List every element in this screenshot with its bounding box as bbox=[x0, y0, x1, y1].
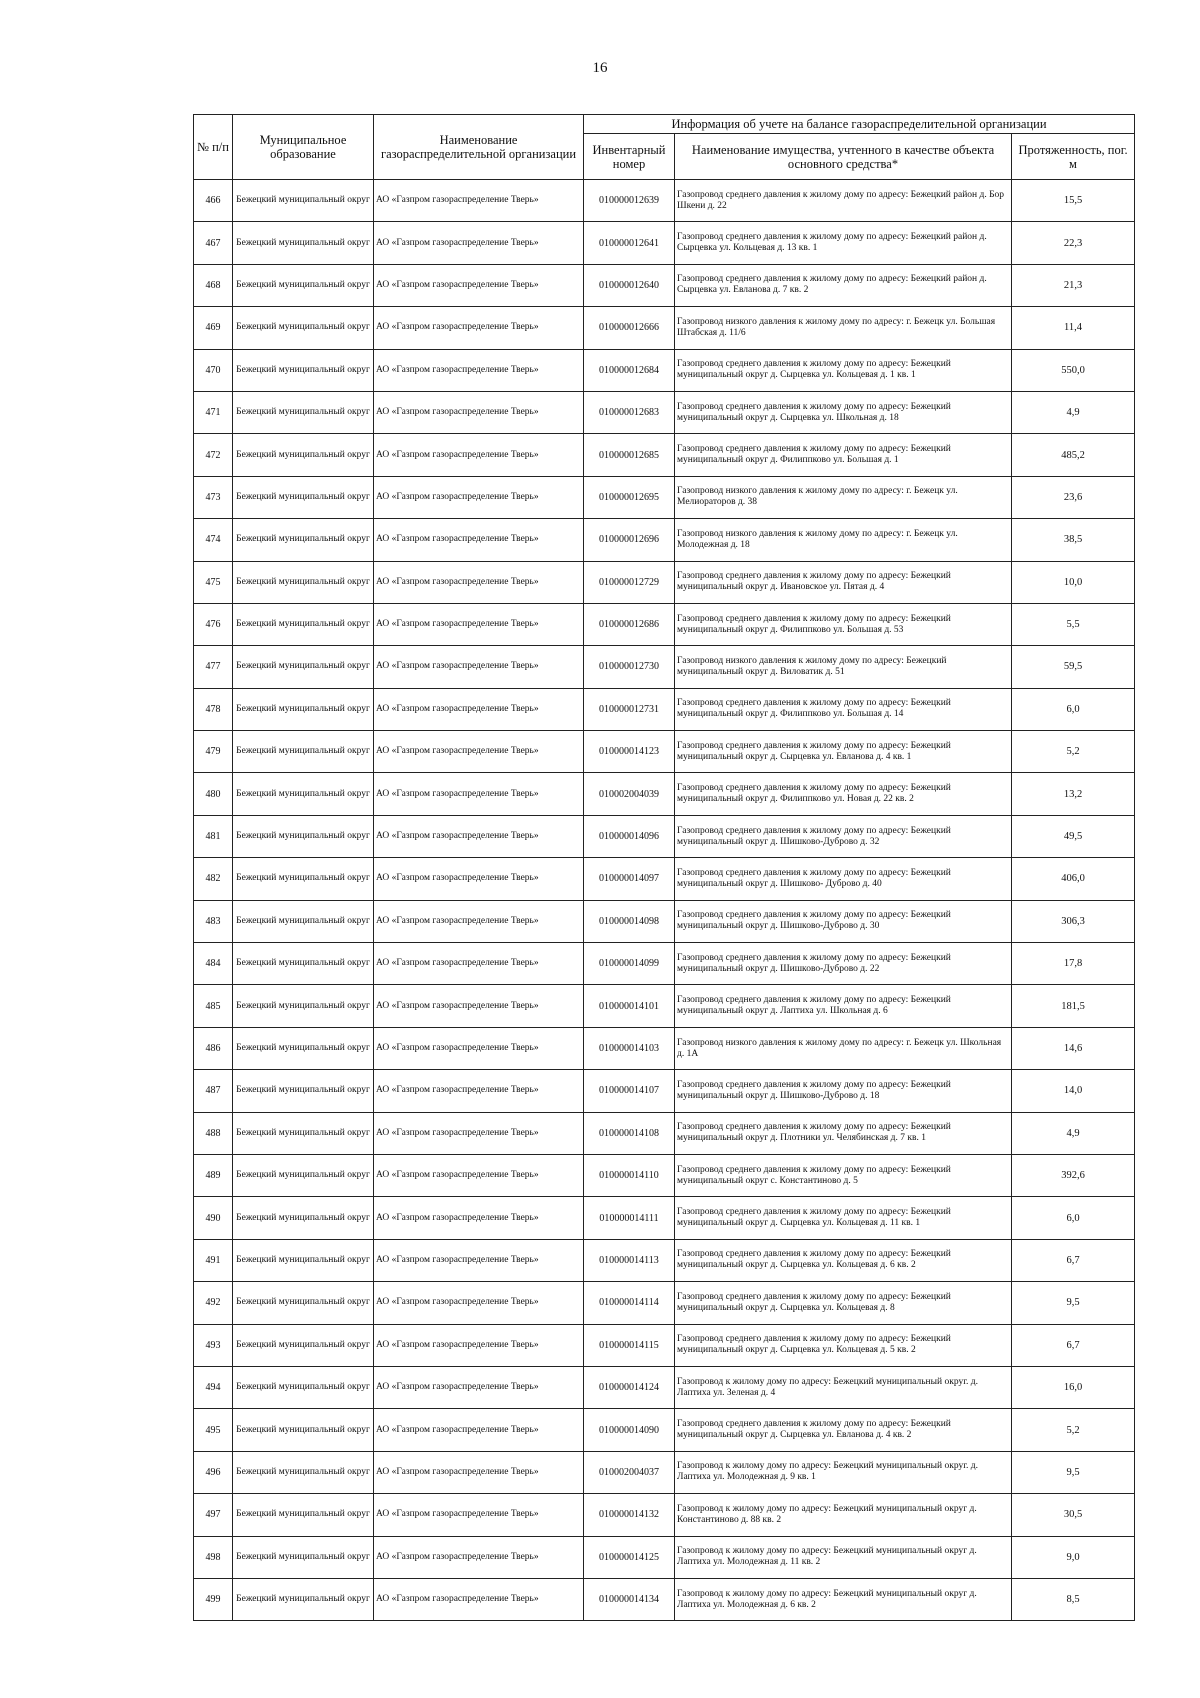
row-number: 496 bbox=[194, 1451, 233, 1493]
table-row bbox=[194, 561, 1135, 603]
municipality-cell: Бежецкий муниципальный округ bbox=[233, 1239, 374, 1281]
property-name-cell: Газопровод среднего давления к жилому дому по адресу: Бежецкий муниципальный округ д. Лаптиха ул. Школьная д. 6 bbox=[675, 985, 1012, 1027]
property-name-cell: Газопровод среднего давления к жилому дому по адресу: Бежецкий муниципальный округ д. Сырцевка ул. Школьная д. 18 bbox=[675, 391, 1012, 433]
organization-cell: АО «Газпром газораспределение Тверь» bbox=[374, 1112, 584, 1154]
municipality-cell: Бежецкий муниципальный округ bbox=[233, 985, 374, 1027]
organization-cell: АО «Газпром газораспределение Тверь» bbox=[374, 434, 584, 476]
table-row bbox=[194, 1578, 1135, 1620]
property-name-cell: Газопровод низкого давления к жилому дому по адресу: г. Бежецк ул. Школьная д. 1А bbox=[675, 1027, 1012, 1069]
length-cell: 306,3 bbox=[1012, 900, 1135, 942]
property-name-cell: Газопровод среднего давления к жилому дому по адресу: Бежецкий муниципальный округ д. Шишково-Дуброво д. 30 bbox=[675, 900, 1012, 942]
inventory-number-cell: 010000014110 bbox=[584, 1154, 675, 1196]
table-header bbox=[194, 115, 1135, 180]
table-row bbox=[194, 1112, 1135, 1154]
inventory-number-cell: 010000014111 bbox=[584, 1197, 675, 1239]
organization-cell: АО «Газпром газораспределение Тверь» bbox=[374, 1324, 584, 1366]
municipality-cell: Бежецкий муниципальный округ bbox=[233, 1578, 374, 1620]
organization-cell: АО «Газпром газораспределение Тверь» bbox=[374, 1578, 584, 1620]
property-name-cell: Газопровод среднего давления к жилому дому по адресу: Бежецкий район д. Сырцевка ул. Кольцевая д. 13 кв. 1 bbox=[675, 222, 1012, 264]
municipality-cell: Бежецкий муниципальный округ bbox=[233, 731, 374, 773]
organization-cell: АО «Газпром газораспределение Тверь» bbox=[374, 1409, 584, 1451]
property-name-cell: Газопровод среднего давления к жилому дому по адресу: Бежецкий муниципальный округ д. Филиппково ул. Большая д. 14 bbox=[675, 688, 1012, 730]
length-cell: 13,2 bbox=[1012, 773, 1135, 815]
municipality-cell: Бежецкий муниципальный округ bbox=[233, 1536, 374, 1578]
municipality-cell: Бежецкий муниципальный округ bbox=[233, 561, 374, 603]
row-number: 468 bbox=[194, 264, 233, 306]
organization-cell: АО «Газпром газораспределение Тверь» bbox=[374, 349, 584, 391]
row-number: 495 bbox=[194, 1409, 233, 1451]
property-name-cell: Газопровод среднего давления к жилому дому по адресу: Бежецкий муниципальный округ д. Плотники ул. Челябинская д. 7 кв. 1 bbox=[675, 1112, 1012, 1154]
inventory-number-cell: 010000012730 bbox=[584, 646, 675, 688]
organization-cell: АО «Газпром газораспределение Тверь» bbox=[374, 603, 584, 645]
row-number: 482 bbox=[194, 858, 233, 900]
property-name-cell: Газопровод к жилому дому по адресу: Бежецкий муниципальный округ. д. Лаптиха ул. Зеленая д. 4 bbox=[675, 1366, 1012, 1408]
row-number: 484 bbox=[194, 943, 233, 985]
row-number: 467 bbox=[194, 222, 233, 264]
length-cell: 30,5 bbox=[1012, 1494, 1135, 1536]
property-name-cell: Газопровод среднего давления к жилому дому по адресу: Бежецкий муниципальный округ д. Сырцевка ул. Евланова д. 4 кв. 1 bbox=[675, 731, 1012, 773]
length-cell: 16,0 bbox=[1012, 1366, 1135, 1408]
table-row bbox=[194, 1239, 1135, 1281]
length-cell: 6,0 bbox=[1012, 688, 1135, 730]
inventory-number-cell: 010000014098 bbox=[584, 900, 675, 942]
length-cell: 49,5 bbox=[1012, 815, 1135, 857]
inventory-number-cell: 010000014090 bbox=[584, 1409, 675, 1451]
table-row bbox=[194, 1409, 1135, 1451]
length-cell: 8,5 bbox=[1012, 1578, 1135, 1620]
length-cell: 406,0 bbox=[1012, 858, 1135, 900]
organization-cell: АО «Газпром газораспределение Тверь» bbox=[374, 773, 584, 815]
row-number: 469 bbox=[194, 307, 233, 349]
organization-cell: АО «Газпром газораспределение Тверь» bbox=[374, 391, 584, 433]
inventory-number-cell: 010000012684 bbox=[584, 349, 675, 391]
municipality-cell: Бежецкий муниципальный округ bbox=[233, 646, 374, 688]
property-name-cell: Газопровод среднего давления к жилому дому по адресу: Бежецкий муниципальный округ д. Сырцевка ул. Кольцевая д. 5 кв. 2 bbox=[675, 1324, 1012, 1366]
organization-cell: АО «Газпром газораспределение Тверь» bbox=[374, 943, 584, 985]
table-row bbox=[194, 1070, 1135, 1112]
municipality-cell: Бежецкий муниципальный округ bbox=[233, 773, 374, 815]
table-row bbox=[194, 773, 1135, 815]
table-row bbox=[194, 180, 1135, 222]
table-row bbox=[194, 985, 1135, 1027]
property-name-cell: Газопровод среднего давления к жилому дому по адресу: Бежецкий район д. Бор Шкени д. 22 bbox=[675, 180, 1012, 222]
inventory-number-cell: 010000014113 bbox=[584, 1239, 675, 1281]
municipality-cell: Бежецкий муниципальный округ bbox=[233, 858, 374, 900]
inventory-number-cell: 010002004037 bbox=[584, 1451, 675, 1493]
length-cell: 11,4 bbox=[1012, 307, 1135, 349]
organization-cell: АО «Газпром газораспределение Тверь» bbox=[374, 858, 584, 900]
row-number: 485 bbox=[194, 985, 233, 1027]
municipality-cell: Бежецкий муниципальный округ bbox=[233, 688, 374, 730]
municipality-cell: Бежецкий муниципальный округ bbox=[233, 1366, 374, 1408]
table-row bbox=[194, 519, 1135, 561]
municipality-cell: Бежецкий муниципальный округ bbox=[233, 222, 374, 264]
table-body bbox=[194, 180, 1135, 1621]
organization-cell: АО «Газпром газораспределение Тверь» bbox=[374, 561, 584, 603]
row-number: 498 bbox=[194, 1536, 233, 1578]
property-name-cell: Газопровод среднего давления к жилому дому по адресу: Бежецкий муниципальный округ д. Шишково-Дуброво д. 32 bbox=[675, 815, 1012, 857]
row-number: 488 bbox=[194, 1112, 233, 1154]
inventory-number-cell: 010000014115 bbox=[584, 1324, 675, 1366]
length-cell: 485,2 bbox=[1012, 434, 1135, 476]
table-row bbox=[194, 434, 1135, 476]
row-number: 472 bbox=[194, 434, 233, 476]
organization-cell: АО «Газпром газораспределение Тверь» bbox=[374, 1197, 584, 1239]
municipality-cell: Бежецкий муниципальный округ bbox=[233, 943, 374, 985]
row-number: 494 bbox=[194, 1366, 233, 1408]
row-number: 499 bbox=[194, 1578, 233, 1620]
length-cell: 550,0 bbox=[1012, 349, 1135, 391]
table-row bbox=[194, 1324, 1135, 1366]
length-cell: 4,9 bbox=[1012, 1112, 1135, 1154]
organization-cell: АО «Газпром газораспределение Тверь» bbox=[374, 519, 584, 561]
municipality-cell: Бежецкий муниципальный округ bbox=[233, 1154, 374, 1196]
row-number: 478 bbox=[194, 688, 233, 730]
property-name-cell: Газопровод к жилому дому по адресу: Бежецкий муниципальный округ. д. Лаптиха ул. Молодежная д. 9 кв. 1 bbox=[675, 1451, 1012, 1493]
row-number: 493 bbox=[194, 1324, 233, 1366]
table-row bbox=[194, 858, 1135, 900]
property-name-cell: Газопровод к жилому дому по адресу: Бежецкий муниципальный округ д. Лаптиха ул. Молодежная д. 6 кв. 2 bbox=[675, 1578, 1012, 1620]
row-number: 487 bbox=[194, 1070, 233, 1112]
property-name-cell: Газопровод среднего давления к жилому дому по адресу: Бежецкий муниципальный округ д. Филиппково ул. Большая д. 1 bbox=[675, 434, 1012, 476]
property-name-cell: Газопровод к жилому дому по адресу: Бежецкий муниципальный округ д. Лаптиха ул. Молодежная д. 11 кв. 2 bbox=[675, 1536, 1012, 1578]
property-name-cell: Газопровод среднего давления к жилому дому по адресу: Бежецкий муниципальный округ д. Сырцевка ул. Кольцевая д. 6 кв. 2 bbox=[675, 1239, 1012, 1281]
length-cell: 6,7 bbox=[1012, 1239, 1135, 1281]
municipality-cell: Бежецкий муниципальный округ bbox=[233, 1197, 374, 1239]
header-num: № п/п bbox=[194, 115, 233, 180]
organization-cell: АО «Газпром газораспределение Тверь» bbox=[374, 1070, 584, 1112]
length-cell: 21,3 bbox=[1012, 264, 1135, 306]
property-name-cell: Газопровод среднего давления к жилому дому по адресу: Бежецкий муниципальный округ д. Сырцевка ул. Евланова д. 4 кв. 2 bbox=[675, 1409, 1012, 1451]
table-row bbox=[194, 476, 1135, 518]
table-row bbox=[194, 1494, 1135, 1536]
row-number: 466 bbox=[194, 180, 233, 222]
inventory-number-cell: 010000012640 bbox=[584, 264, 675, 306]
row-number: 497 bbox=[194, 1494, 233, 1536]
property-name-cell: Газопровод среднего давления к жилому дому по адресу: Бежецкий муниципальный округ д. Филиппково ул. Большая д. 53 bbox=[675, 603, 1012, 645]
municipality-cell: Бежецкий муниципальный округ bbox=[233, 391, 374, 433]
inventory-number-cell: 010000014101 bbox=[584, 985, 675, 1027]
table-row bbox=[194, 264, 1135, 306]
inventory-number-cell: 010000014132 bbox=[584, 1494, 675, 1536]
municipality-cell: Бежецкий муниципальный округ bbox=[233, 307, 374, 349]
header-municipality: Муниципальное образование bbox=[233, 115, 374, 180]
table-row bbox=[194, 646, 1135, 688]
property-name-cell: Газопровод среднего давления к жилому дому по адресу: Бежецкий муниципальный округ д. Сырцевка ул. Кольцевая д. 11 кв. 1 bbox=[675, 1197, 1012, 1239]
inventory-number-cell: 010000014123 bbox=[584, 731, 675, 773]
table-row bbox=[194, 1027, 1135, 1069]
table-row bbox=[194, 222, 1135, 264]
municipality-cell: Бежецкий муниципальный округ bbox=[233, 1112, 374, 1154]
municipality-cell: Бежецкий муниципальный округ bbox=[233, 1070, 374, 1112]
inventory-number-cell: 010000014107 bbox=[584, 1070, 675, 1112]
organization-cell: АО «Газпром газораспределение Тверь» bbox=[374, 1239, 584, 1281]
municipality-cell: Бежецкий муниципальный округ bbox=[233, 180, 374, 222]
inventory-number-cell: 010000012685 bbox=[584, 434, 675, 476]
header-info-group: Информация об учете на балансе газораспределительной организации bbox=[584, 115, 1135, 134]
organization-cell: АО «Газпром газораспределение Тверь» bbox=[374, 985, 584, 1027]
table-row bbox=[194, 1536, 1135, 1578]
inventory-number-cell: 010000012639 bbox=[584, 180, 675, 222]
table-row bbox=[194, 1282, 1135, 1324]
table-row bbox=[194, 391, 1135, 433]
length-cell: 15,5 bbox=[1012, 180, 1135, 222]
table-row bbox=[194, 307, 1135, 349]
inventory-number-cell: 010000012641 bbox=[584, 222, 675, 264]
municipality-cell: Бежецкий муниципальный округ bbox=[233, 1027, 374, 1069]
municipality-cell: Бежецкий муниципальный округ bbox=[233, 1494, 374, 1536]
length-cell: 9,0 bbox=[1012, 1536, 1135, 1578]
inventory-number-cell: 010000012729 bbox=[584, 561, 675, 603]
property-name-cell: Газопровод среднего давления к жилому дому по адресу: Бежецкий муниципальный округ д. Сырцевка ул. Кольцевая д. 8 bbox=[675, 1282, 1012, 1324]
inventory-number-cell: 010002004039 bbox=[584, 773, 675, 815]
municipality-cell: Бежецкий муниципальный округ bbox=[233, 603, 374, 645]
header-inventory: Инвентарный номер bbox=[584, 134, 675, 180]
organization-cell: АО «Газпром газораспределение Тверь» bbox=[374, 264, 584, 306]
inventory-number-cell: 010000012666 bbox=[584, 307, 675, 349]
organization-cell: АО «Газпром газораспределение Тверь» bbox=[374, 1494, 584, 1536]
property-name-cell: Газопровод среднего давления к жилому дому по адресу: Бежецкий муниципальный округ д. Сырцевка ул. Кольцевая д. 1 кв. 1 bbox=[675, 349, 1012, 391]
inventory-number-cell: 010000014134 bbox=[584, 1578, 675, 1620]
municipality-cell: Бежецкий муниципальный округ bbox=[233, 1451, 374, 1493]
inventory-number-cell: 010000014097 bbox=[584, 858, 675, 900]
table-row bbox=[194, 943, 1135, 985]
length-cell: 22,3 bbox=[1012, 222, 1135, 264]
organization-cell: АО «Газпром газораспределение Тверь» bbox=[374, 307, 584, 349]
organization-cell: АО «Газпром газораспределение Тверь» bbox=[374, 1027, 584, 1069]
table-row bbox=[194, 731, 1135, 773]
property-name-cell: Газопровод среднего давления к жилому дому по адресу: Бежецкий муниципальный округ д. Филиппково ул. Новая д. 22 кв. 2 bbox=[675, 773, 1012, 815]
property-name-cell: Газопровод низкого давления к жилому дому по адресу: г. Бежецк ул. Большая Штабская д. 11/6 bbox=[675, 307, 1012, 349]
row-number: 481 bbox=[194, 815, 233, 857]
row-number: 477 bbox=[194, 646, 233, 688]
table-row bbox=[194, 1197, 1135, 1239]
property-name-cell: Газопровод низкого давления к жилому дому по адресу: Бежецкий муниципальный округ д. Виловатик д. 51 bbox=[675, 646, 1012, 688]
organization-cell: АО «Газпром газораспределение Тверь» bbox=[374, 222, 584, 264]
header-property: Наименование имущества, учтенного в качестве объекта основного средства* bbox=[675, 134, 1012, 180]
length-cell: 9,5 bbox=[1012, 1451, 1135, 1493]
inventory-number-cell: 010000012683 bbox=[584, 391, 675, 433]
length-cell: 38,5 bbox=[1012, 519, 1135, 561]
property-name-cell: Газопровод среднего давления к жилому дому по адресу: Бежецкий муниципальный округ д. Шишково-Дуброво д. 18 bbox=[675, 1070, 1012, 1112]
length-cell: 5,2 bbox=[1012, 731, 1135, 773]
organization-cell: АО «Газпром газораспределение Тверь» bbox=[374, 476, 584, 518]
property-name-cell: Газопровод к жилому дому по адресу: Бежецкий муниципальный округ д. Константиново д. 88 кв. 2 bbox=[675, 1494, 1012, 1536]
municipality-cell: Бежецкий муниципальный округ bbox=[233, 434, 374, 476]
property-name-cell: Газопровод среднего давления к жилому дому по адресу: Бежецкий муниципальный округ с. Константиново д. 5 bbox=[675, 1154, 1012, 1196]
municipality-cell: Бежецкий муниципальный округ bbox=[233, 900, 374, 942]
municipality-cell: Бежецкий муниципальный округ bbox=[233, 349, 374, 391]
organization-cell: АО «Газпром газораспределение Тверь» bbox=[374, 1154, 584, 1196]
length-cell: 6,0 bbox=[1012, 1197, 1135, 1239]
length-cell: 181,5 bbox=[1012, 985, 1135, 1027]
municipality-cell: Бежецкий муниципальный округ bbox=[233, 815, 374, 857]
inventory-number-cell: 010000014124 bbox=[584, 1366, 675, 1408]
inventory-number-cell: 010000012696 bbox=[584, 519, 675, 561]
organization-cell: АО «Газпром газораспределение Тверь» bbox=[374, 1282, 584, 1324]
inventory-number-cell: 010000014099 bbox=[584, 943, 675, 985]
organization-cell: АО «Газпром газораспределение Тверь» bbox=[374, 646, 584, 688]
gas-pipeline-register-table bbox=[193, 114, 1135, 1621]
length-cell: 10,0 bbox=[1012, 561, 1135, 603]
table-row bbox=[194, 815, 1135, 857]
length-cell: 9,5 bbox=[1012, 1282, 1135, 1324]
inventory-number-cell: 010000014108 bbox=[584, 1112, 675, 1154]
table-row bbox=[194, 1451, 1135, 1493]
inventory-number-cell: 010000012695 bbox=[584, 476, 675, 518]
length-cell: 4,9 bbox=[1012, 391, 1135, 433]
length-cell: 5,5 bbox=[1012, 603, 1135, 645]
length-cell: 17,8 bbox=[1012, 943, 1135, 985]
property-name-cell: Газопровод среднего давления к жилому дому по адресу: Бежецкий муниципальный округ д. Ивановское ул. Пятая д. 4 bbox=[675, 561, 1012, 603]
inventory-number-cell: 010000014125 bbox=[584, 1536, 675, 1578]
organization-cell: АО «Газпром газораспределение Тверь» bbox=[374, 731, 584, 773]
row-number: 479 bbox=[194, 731, 233, 773]
row-number: 486 bbox=[194, 1027, 233, 1069]
row-number: 473 bbox=[194, 476, 233, 518]
length-cell: 14,6 bbox=[1012, 1027, 1135, 1069]
header-length: Протяженность, пог. м bbox=[1012, 134, 1135, 180]
length-cell: 23,6 bbox=[1012, 476, 1135, 518]
property-name-cell: Газопровод низкого давления к жилому дому по адресу: г. Бежецк ул. Мелиораторов д. 38 bbox=[675, 476, 1012, 518]
row-number: 489 bbox=[194, 1154, 233, 1196]
organization-cell: АО «Газпром газораспределение Тверь» bbox=[374, 1451, 584, 1493]
organization-cell: АО «Газпром газораспределение Тверь» bbox=[374, 180, 584, 222]
property-name-cell: Газопровод среднего давления к жилому дому по адресу: Бежецкий муниципальный округ д. Шишково- Дуброво д. 40 bbox=[675, 858, 1012, 900]
row-number: 471 bbox=[194, 391, 233, 433]
row-number: 483 bbox=[194, 900, 233, 942]
row-number: 491 bbox=[194, 1239, 233, 1281]
row-number: 474 bbox=[194, 519, 233, 561]
inventory-number-cell: 010000014114 bbox=[584, 1282, 675, 1324]
row-number: 476 bbox=[194, 603, 233, 645]
row-number: 492 bbox=[194, 1282, 233, 1324]
table-row bbox=[194, 1154, 1135, 1196]
length-cell: 6,7 bbox=[1012, 1324, 1135, 1366]
municipality-cell: Бежецкий муниципальный округ bbox=[233, 1282, 374, 1324]
organization-cell: АО «Газпром газораспределение Тверь» bbox=[374, 1536, 584, 1578]
table-row bbox=[194, 603, 1135, 645]
organization-cell: АО «Газпром газораспределение Тверь» bbox=[374, 1366, 584, 1408]
municipality-cell: Бежецкий муниципальный округ bbox=[233, 1409, 374, 1451]
municipality-cell: Бежецкий муниципальный округ bbox=[233, 476, 374, 518]
page-number: 16 bbox=[592, 60, 608, 76]
organization-cell: АО «Газпром газораспределение Тверь» bbox=[374, 900, 584, 942]
municipality-cell: Бежецкий муниципальный округ bbox=[233, 1324, 374, 1366]
row-number: 470 bbox=[194, 349, 233, 391]
table-row bbox=[194, 688, 1135, 730]
length-cell: 59,5 bbox=[1012, 646, 1135, 688]
property-name-cell: Газопровод среднего давления к жилому дому по адресу: Бежецкий район д. Сырцевка ул. Евланова д. 7 кв. 2 bbox=[675, 264, 1012, 306]
table-row bbox=[194, 349, 1135, 391]
table-row bbox=[194, 1366, 1135, 1408]
row-number: 480 bbox=[194, 773, 233, 815]
table-row bbox=[194, 900, 1135, 942]
row-number: 475 bbox=[194, 561, 233, 603]
inventory-number-cell: 010000014096 bbox=[584, 815, 675, 857]
header-organization: Наименование газораспределительной организации bbox=[374, 115, 584, 180]
municipality-cell: Бежецкий муниципальный округ bbox=[233, 519, 374, 561]
length-cell: 14,0 bbox=[1012, 1070, 1135, 1112]
municipality-cell: Бежецкий муниципальный округ bbox=[233, 264, 374, 306]
inventory-number-cell: 010000014103 bbox=[584, 1027, 675, 1069]
property-name-cell: Газопровод низкого давления к жилому дому по адресу: г. Бежецк ул. Молодежная д. 18 bbox=[675, 519, 1012, 561]
row-number: 490 bbox=[194, 1197, 233, 1239]
length-cell: 5,2 bbox=[1012, 1409, 1135, 1451]
property-name-cell: Газопровод среднего давления к жилому дому по адресу: Бежецкий муниципальный округ д. Шишково-Дуброво д. 22 bbox=[675, 943, 1012, 985]
inventory-number-cell: 010000012731 bbox=[584, 688, 675, 730]
organization-cell: АО «Газпром газораспределение Тверь» bbox=[374, 815, 584, 857]
organization-cell: АО «Газпром газораспределение Тверь» bbox=[374, 688, 584, 730]
inventory-number-cell: 010000012686 bbox=[584, 603, 675, 645]
length-cell: 392,6 bbox=[1012, 1154, 1135, 1196]
